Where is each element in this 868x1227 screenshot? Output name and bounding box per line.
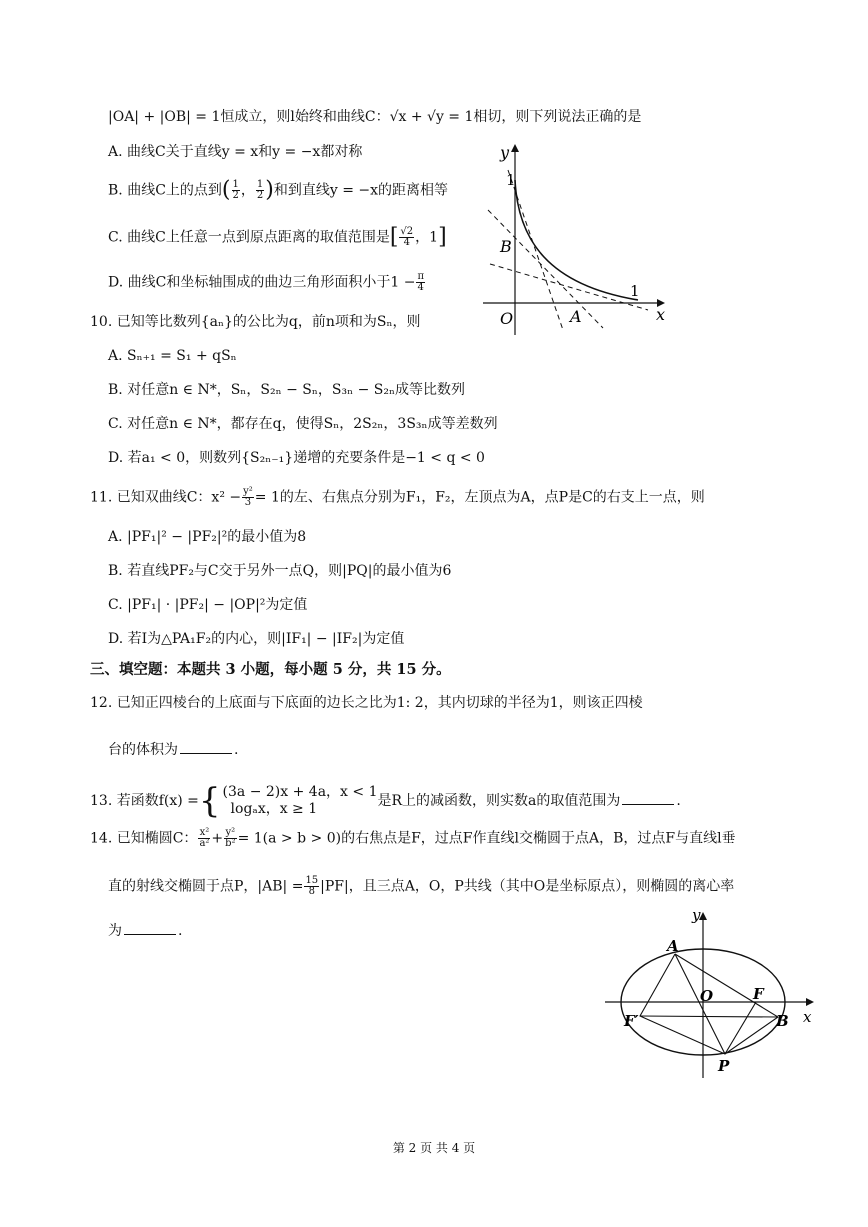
q10-option-c: C. 对任意n ∈ N*，都存在q，使得Sₙ，2S₂ₙ，3S₃ₙ成等差数列	[108, 416, 498, 432]
section-3-header: 三、填空题：本题共 3 小题，每小题 5 分，共 15 分。	[90, 661, 451, 678]
q12-line2: 台的体积为 .	[108, 739, 238, 760]
q14-fig-x-label: x	[803, 1008, 812, 1026]
q10-option-d: D. 若a₁ < 0，则数列{S₂ₙ₋₁}递增的充要条件是−1 < q < 0	[108, 450, 485, 466]
q14-fig-f-label: F	[753, 985, 764, 1003]
q9-curve-figure	[478, 140, 678, 340]
q9-option-a: A. 曲线C关于直线y = x和y = −x都对称	[108, 144, 363, 160]
q11-option-b: B. 若直线PF₂与C交于另外一点Q，则|PQ|的最小值为6	[108, 563, 452, 579]
q9-fig-one-x: 1	[630, 282, 640, 300]
q14-ellipse-figure	[600, 906, 825, 1081]
q14-answer-blank[interactable]	[124, 920, 176, 935]
q9-fig-y-label: y	[500, 143, 510, 162]
q14-fig-b-label: B	[776, 1012, 789, 1030]
q11-stem: 11. 已知双曲线C：x² − $\frac{\text{y²}}{3}$ = 1的左、右焦点分别为F₁，F₂，左顶点为A，点P是C的右支上一点，则	[90, 486, 705, 508]
q14-fig-origin-label: O	[700, 987, 714, 1005]
q12-answer-blank[interactable]	[180, 739, 232, 754]
q10-option-b: B. 对任意n ∈ N*，Sₙ，S₂ₙ − Sₙ，S₃ₙ − S₂ₙ成等比数列	[108, 382, 466, 398]
q14-line3: 为 .	[108, 920, 182, 941]
q12-line1: 12. 已知正四棱台的上底面与下底面的边长之比为1: 2，其内切球的半径为1，则该正四棱	[90, 695, 643, 711]
q13-line: 13. 若函数f(x) ={ (3a − 2)x + 4a，x < 1 logₐx，x ≥ 1 是R上的减函数，则实数a的取值范围为 .	[90, 781, 681, 821]
q11-option-c: C. |PF₁| · |PF₂| − |OP|²为定值	[108, 597, 308, 613]
q10-stem: 10. 已知等比数列{aₙ}的公比为q，前n项和为Sₙ，则	[90, 314, 421, 330]
q9-fig-one-y: 1	[506, 171, 516, 189]
q11-option-d: D. 若I为△PA₁F₂的内心，则|IF₁| − |IF₂|为定值	[108, 631, 405, 647]
q14-fig-a-label: A	[667, 937, 679, 955]
q9-fig-a-label: A	[570, 307, 582, 326]
page-footer: 第 2 页 共 4 页	[392, 1141, 476, 1155]
q14-line2: 直的射线交椭圆于点P，|AB| = $\frac{15}{8}$ |PF|，且三点A，O，P共线（其中O是坐标原点），则椭圆的离心率	[108, 875, 735, 897]
q14-fig-f1-label: F′	[624, 1012, 639, 1030]
q14-fig-y-label: y	[692, 906, 701, 924]
q13-answer-blank[interactable]	[622, 790, 674, 805]
q9-option-c: C. 曲线C上任意一点到原点距离的取值范围是[ $\frac{√2}{4}$ ，1]	[108, 224, 447, 250]
q10-option-a: A. Sₙ₊₁ = S₁ + qSₙ	[108, 348, 237, 364]
q9-fig-origin-label: O	[500, 309, 514, 328]
q9-stem: |OA| + |OB| = 1恒成立，则l始终和曲线C：√x + √y = 1相切，则下列说法正确的是	[108, 109, 642, 125]
q9-option-d: D. 曲线C和坐标轴围成的曲边三角形面积小于1 − $\frac{\pi}{4}$	[108, 271, 425, 293]
q14-line1: 14. 已知椭圆C： $\frac{\text{x²}}{\text{a²}}$ + $\frac{\text{y²}}{\text{b²}}$ = 1(a > b > 0)的右焦点是F，过点F作直线l交椭圆于点A，B，过点F与直线l垂	[90, 827, 736, 849]
q11-option-a: A. |PF₁|² − |PF₂|²的最小值为8	[108, 529, 307, 545]
q9-fig-b-label: B	[500, 237, 512, 256]
q9-option-b: B. 曲线C上的点到( $\frac{1}{2}$ ， $\frac{1}{2}$ )和到直线y = −x的距离相等	[108, 177, 449, 203]
q9-fig-x-label: x	[656, 305, 666, 324]
q14-fig-p-label: P	[718, 1057, 730, 1075]
